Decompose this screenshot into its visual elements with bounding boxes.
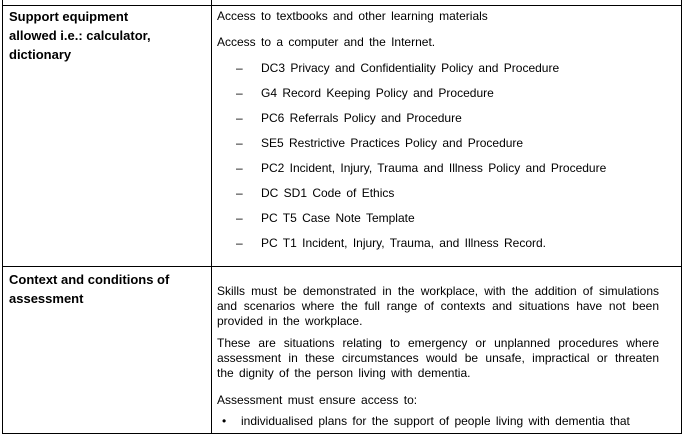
content-cell <box>212 267 681 433</box>
dash-bullet-icon: – <box>236 211 243 225</box>
paragraph: These are situations relating to emergency or unplanned procedures where assessment in these circumstances would be unsafe, impractical or threaten the dignity of the person living with dementia. <box>217 336 659 380</box>
policy-list <box>217 61 659 251</box>
assessment-table <box>2 0 682 434</box>
list-item <box>217 414 659 429</box>
dot-bullet-icon: • <box>222 414 227 428</box>
list-item <box>217 186 659 201</box>
content-cell <box>212 6 681 266</box>
list-item-text: individualised plans for the support of people living with dementia that <box>241 414 630 428</box>
list-item-text: PC6 Referrals Policy and Procedure <box>261 111 462 125</box>
paragraph: Skills must be demonstrated in the workplace, with the addition of simulations and scenarios where the full range of contexts and situations have not been provided in the workplace. <box>217 284 659 328</box>
paragraph: Access to textbooks and other learning materials <box>217 9 488 23</box>
content-cell <box>212 0 681 5</box>
list-item-text: PC T1 Incident, Injury, Trauma, and Illness Record. <box>261 236 547 250</box>
dash-bullet-icon: – <box>236 136 243 150</box>
paragraph: Assessment must ensure access to: <box>217 393 418 407</box>
list-item <box>217 86 659 101</box>
list-item-text: G4 Record Keeping Policy and Procedure <box>261 86 494 100</box>
row-header: Context and conditions of assessment <box>9 272 170 306</box>
list-item <box>217 161 659 176</box>
header-cell <box>3 0 212 5</box>
row-header: Support equipment allowed i.e.: calculator, dictionary <box>9 9 151 62</box>
header-cell <box>3 6 212 266</box>
access-list <box>217 414 659 429</box>
dash-bullet-icon: – <box>236 111 243 125</box>
dash-bullet-icon: – <box>236 186 243 200</box>
table-row <box>3 5 681 266</box>
list-item-text: DC SD1 Code of Ethics <box>261 186 395 200</box>
list-item <box>217 61 659 76</box>
list-item-text: DC3 Privacy and Confidentiality Policy and Procedure <box>261 61 560 75</box>
list-item-text: PC2 Incident, Injury, Trauma and Illness Policy and Procedure <box>261 161 607 175</box>
dash-bullet-icon: – <box>236 236 243 250</box>
list-item <box>217 236 659 251</box>
table-row-partial <box>3 0 681 5</box>
dash-bullet-icon: – <box>236 161 243 175</box>
dash-bullet-icon: – <box>236 61 243 75</box>
dash-bullet-icon: – <box>236 86 243 100</box>
list-item <box>217 111 659 126</box>
list-item-text: PC T5 Case Note Template <box>261 211 415 225</box>
list-item <box>217 136 659 151</box>
header-cell <box>3 267 212 433</box>
list-item <box>217 211 659 226</box>
paragraph: Access to a computer and the Internet. <box>217 35 436 49</box>
table-row <box>3 266 681 433</box>
list-item-text: SE5 Restrictive Practices Policy and Procedure <box>261 136 524 150</box>
